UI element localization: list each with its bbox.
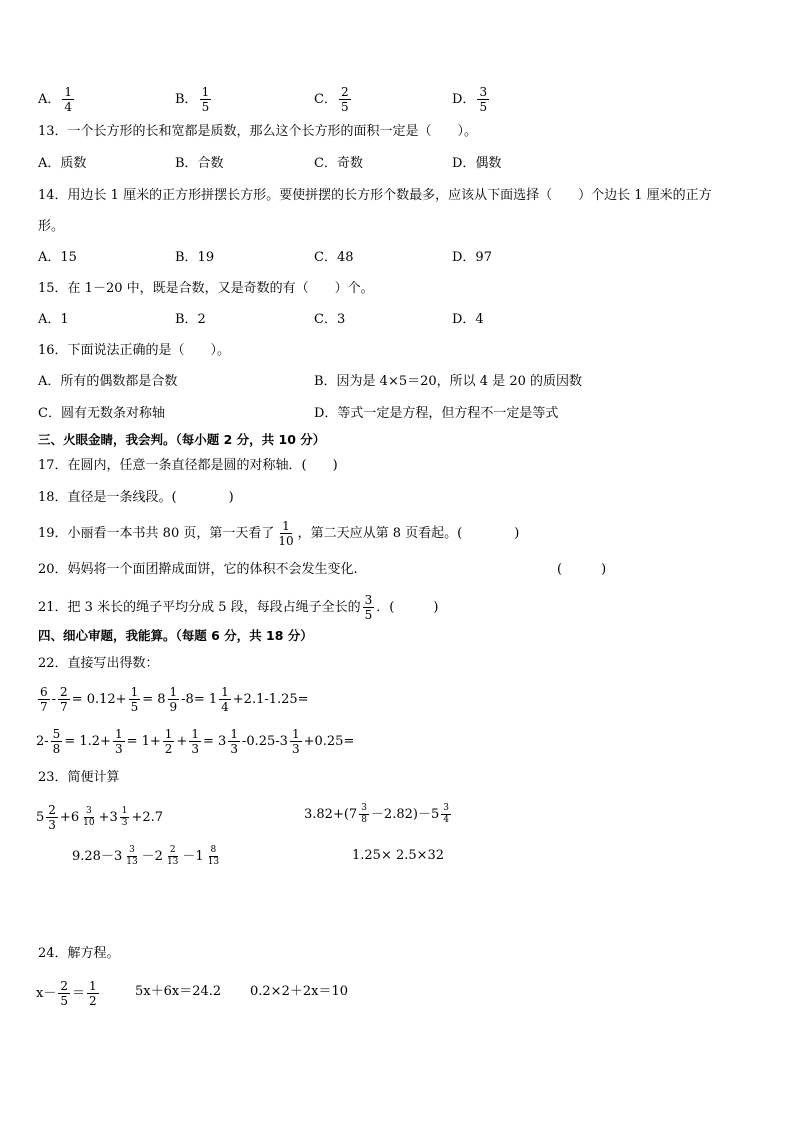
fraction: $\frac{1}{3}$ xyxy=(114,727,123,756)
q13-option-b[interactable]: B．合数 xyxy=(175,156,224,171)
fraction: $\frac{1}{4}$ xyxy=(221,685,229,714)
q21-text: 21．把 3 米长的绳子平均分成 5 段，每段占绳子全长的 $\frac{3}{5}$ ．( ) xyxy=(38,593,439,622)
fraction: $\frac{8}{13}$ xyxy=(207,845,220,867)
q16-option-a[interactable]: A．所有的偶数都是合数 xyxy=(38,374,178,389)
q12-option-d[interactable]: D． $\frac{3}{5}$ xyxy=(452,85,488,114)
q24-eq3: 0.2×2＋2x＝10 xyxy=(250,984,348,999)
q23-expr2: 3.82+(7 $\frac{3}{8}$ －2.82)－5 $\frac{3}{4}$ xyxy=(304,803,449,825)
q12-option-c[interactable]: C． $\frac{2}{5}$ xyxy=(314,85,349,114)
q14-option-d[interactable]: D．97 xyxy=(452,250,492,265)
q12-option-a[interactable]: A． $\frac{1}{4}$ xyxy=(38,85,73,114)
q22-row2: 2- $\frac{5}{8}$ = 1.2+ $\frac{1}{3}$ = 1+ $\frac{1}{2}$ + $\frac{1}{3}$ = 3 $\frac{1}{3}$ -0.25-3 $\frac{1}{3}$ +0.25= xyxy=(36,727,355,756)
fraction: $\frac{1}{5}$ xyxy=(130,685,139,714)
q20-answer-blank[interactable]: ( ) xyxy=(557,562,607,577)
fraction: $\frac{3}{8}$ xyxy=(361,803,367,825)
q23-title: 23．简便计算 xyxy=(38,770,120,785)
fraction: $\frac{1}{2}$ xyxy=(89,979,97,1008)
section3-heading: 三、火眼金睛，我会判。（每小题 2 分，共 10 分） xyxy=(38,432,326,447)
q14-text-line1: 14．用边长 1 厘米的正方形拼摆长方形。要使拼摆的长方形个数最多，应该从下面选择（ ）个边长 1 厘米的正方 xyxy=(38,188,712,203)
q17-text: 17．在圆内，任意一条直径都是圆的对称轴．( ) xyxy=(38,458,338,473)
fraction: $\frac{2}{5}$ xyxy=(340,85,349,114)
q13-option-a[interactable]: A．质数 xyxy=(38,156,87,171)
q14-text-line2: 形。 xyxy=(38,219,65,234)
fraction: $\frac{1}{3}$ xyxy=(121,806,128,828)
fraction: $\frac{3}{5}$ xyxy=(479,85,488,114)
q22-title: 22．直接写出得数： xyxy=(38,656,159,671)
fraction: $\frac{3}{10}$ xyxy=(83,806,95,828)
q23-expr1: 5 $\frac{2}{3}$ +6 $\frac{3}{10}$ +3 $\frac{1}{3}$ +2.7 xyxy=(36,803,164,832)
q20-text: 20．妈妈将一个面团擀成面饼，它的体积不会发生变化. xyxy=(38,562,358,577)
q14-option-a[interactable]: A．15 xyxy=(38,250,77,265)
q24-eq2: 5x＋6x＝24.2 xyxy=(135,984,222,999)
fraction: $\frac{3}{13}$ xyxy=(126,845,138,867)
q14-option-c[interactable]: C．48 xyxy=(314,250,354,265)
fraction: $\frac{1}{4}$ xyxy=(64,85,73,114)
fraction: $\frac{2}{7}$ xyxy=(60,685,68,714)
fraction: $\frac{1}{5}$ xyxy=(201,85,210,114)
fraction: $\frac{1}{3}$ xyxy=(291,727,300,756)
q15-option-a[interactable]: A．1 xyxy=(38,312,69,327)
q16-text: 16．下面说法正确的是（ ）。 xyxy=(38,343,231,358)
fraction: $\frac{1}{2}$ xyxy=(164,727,173,756)
fraction: $\frac{5}{8}$ xyxy=(52,727,61,756)
q15-option-b[interactable]: B．2 xyxy=(175,312,206,327)
fraction: $\frac{2}{13}$ xyxy=(166,845,179,867)
fraction: $\frac{2}{3}$ xyxy=(48,803,56,832)
q18-text: 18．直径是一条线段。( ) xyxy=(38,490,234,505)
q16-option-d[interactable]: D．等式一定是方程，但方程不一定是等式 xyxy=(314,406,559,421)
fraction: $\frac{1}{9}$ xyxy=(169,685,178,714)
fraction: $\frac{6}{7}$ xyxy=(40,685,48,714)
fraction: $\frac{1}{10}$ xyxy=(278,519,294,548)
q16-option-c[interactable]: C．圆有无数条对称轴 xyxy=(38,406,165,421)
q13-option-d[interactable]: D．偶数 xyxy=(452,156,502,171)
q16-option-b[interactable]: B．因为是 4×5＝20，所以 4 是 20 的质因数 xyxy=(314,374,583,389)
q12-option-b[interactable]: B． $\frac{1}{5}$ xyxy=(175,85,210,114)
q24-title: 24．解方程。 xyxy=(38,946,120,961)
q13-option-c[interactable]: C．奇数 xyxy=(314,156,363,171)
q15-option-d[interactable]: D．4 xyxy=(452,312,484,327)
section4-heading: 四、细心审题，我能算。（每题 6 分，共 18 分） xyxy=(38,628,313,643)
fraction: $\frac{2}{5}$ xyxy=(60,979,68,1008)
q24-eq1: x－ $\frac{2}{5}$ ＝ $\frac{1}{2}$ xyxy=(36,979,97,1008)
fraction: $\frac{1}{3}$ xyxy=(230,727,238,756)
q15-text: 15．在 1－20 中，既是合数，又是奇数的有（ ）个。 xyxy=(38,281,374,296)
q19-text: 19．小丽看一本书共 80 页，第一天看了 $\frac{1}{10}$ ，第二天应从第 8 页看起。( ) xyxy=(38,519,520,548)
q13-text: 13．一个长方形的长和宽都是质数，那么这个长方形的面积一定是（ ）。 xyxy=(38,124,478,139)
q23-expr4: 1.25× 2.5×32 xyxy=(352,848,445,863)
q22-row1: $\frac{6}{7}$ - $\frac{2}{7}$ = 0.12+ $\frac{1}{5}$ = 8 $\frac{1}{9}$ -8= 1 $\frac{1}{4}$ +2.1-1.25= xyxy=(40,685,309,714)
fraction: $\frac{3}{5}$ xyxy=(364,593,373,622)
q15-option-c[interactable]: C．3 xyxy=(314,312,346,327)
q14-option-b[interactable]: B．19 xyxy=(175,250,215,265)
fraction: $\frac{3}{4}$ xyxy=(443,803,449,825)
q23-expr3: 9.28－3 $\frac{3}{13}$ －2 $\frac{2}{13}$ －1 $\frac{8}{13}$ xyxy=(72,845,220,867)
fraction: $\frac{1}{3}$ xyxy=(191,727,199,756)
